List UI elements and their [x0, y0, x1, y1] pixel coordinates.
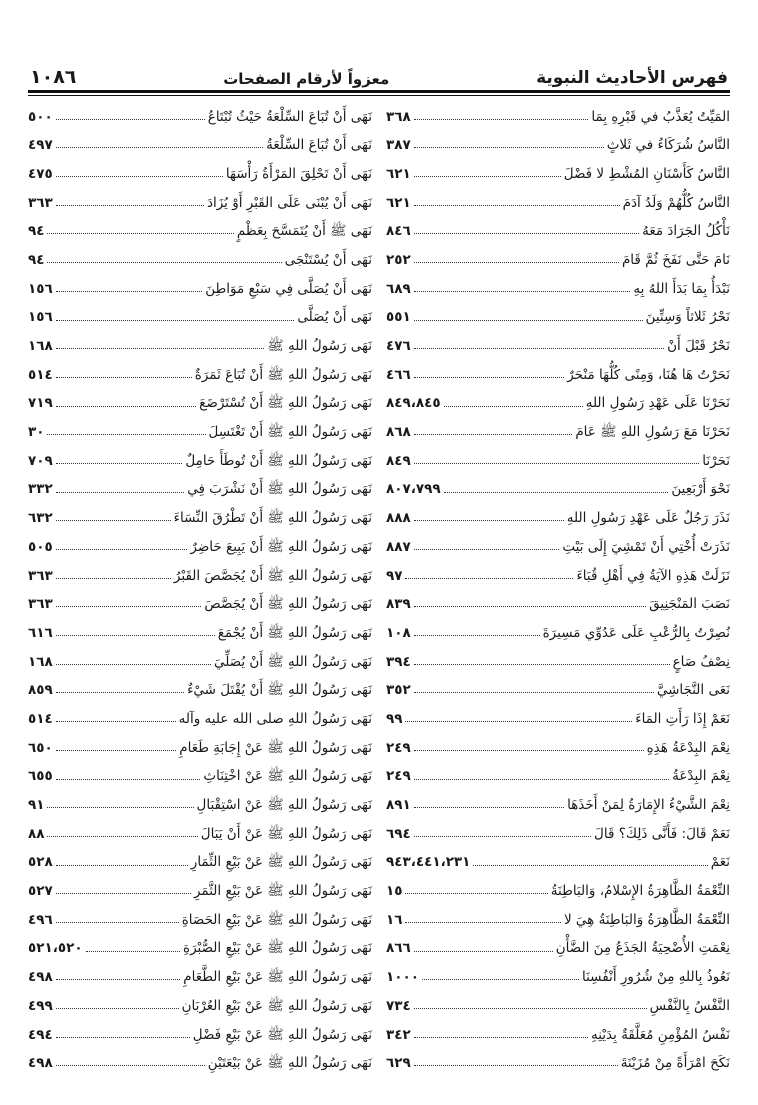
hadith-text: نَهَى رَسُولُ اللهِ ﷺ أَنْ تُبَاعَ ثَمَرَةٌ — [194, 366, 372, 383]
index-entry — [28, 326, 372, 355]
index-entry — [28, 211, 372, 240]
hadith-text: نَهَى رَسُولُ اللهِ ﷺ عَنْ بَيْعِ الطَّعَامِ — [183, 969, 372, 986]
dot-leader — [56, 1065, 205, 1066]
page-reference: ٢٤٩ — [386, 739, 411, 756]
page-reference: ٣٩٤ — [386, 653, 411, 670]
dot-leader — [414, 147, 604, 148]
dot-leader — [47, 836, 197, 837]
hadith-text: نَهَى أَنْ تُبَاعَ السِّلْعَةُ حَيْثُ تُبْتَاعُ — [207, 108, 372, 125]
page-number: ١٠٨٦ — [30, 66, 77, 88]
hadith-text: نَكَحَ امْرَأَةً مِنْ مُزَيْنَةَ — [620, 1055, 730, 1072]
dot-leader — [47, 233, 233, 234]
index-entry — [386, 727, 730, 756]
index-entry — [386, 555, 730, 584]
index-entry — [28, 641, 372, 670]
index-entry — [386, 1043, 730, 1072]
page-reference: ٤٧٦ — [386, 338, 411, 354]
dot-leader — [56, 520, 171, 521]
dot-leader — [56, 463, 183, 464]
dot-leader — [56, 205, 204, 206]
hadith-text: نَهَى رَسُولُ اللهِ ﷺ عَنْ اسْتِقْبَالِ — [196, 797, 372, 813]
page-reference: ٨٥٩ — [28, 682, 53, 699]
index-entry — [28, 612, 372, 641]
hadith-text: نَهَى رَسُولُ اللهِ ﷺ عَنْ بَيْعِ العُرْبَانِ — [181, 997, 372, 1014]
index-entry — [28, 297, 372, 326]
dot-leader — [422, 979, 579, 980]
index-entry — [386, 957, 730, 986]
page-reference: ٨٤٩ — [386, 452, 411, 469]
dot-leader — [414, 750, 644, 751]
page-reference: ١٦٨ — [28, 338, 53, 354]
page-reference: ٤٩٧ — [28, 137, 53, 154]
dot-leader — [405, 578, 573, 579]
hadith-text: المَيِّتُ يُعَذَّبُ في قَبْرِهِ بِمَا — [591, 108, 730, 125]
index-entry — [28, 153, 372, 182]
page-reference: ٧١٩ — [28, 395, 53, 412]
dot-leader — [56, 979, 181, 980]
page-reference: ٣٥٢ — [386, 682, 411, 699]
dot-leader — [56, 492, 184, 493]
dot-leader — [414, 262, 619, 263]
index-entry — [28, 125, 372, 154]
index-entry — [28, 498, 372, 527]
hadith-text: نَهَى أَنْ يُصَلَّى فِي سَبْعِ مَوَاطِنَ — [205, 280, 372, 297]
hadith-text: نِعْمَ البِدْعَةُ — [672, 768, 730, 785]
page-reference: ٩٧ — [386, 567, 403, 584]
dot-leader — [414, 463, 699, 464]
dot-leader — [414, 520, 564, 521]
hadith-text: نَعَمْ — [710, 854, 730, 871]
hadith-text: النَّاسُ شُرَكَاءُ في ثَلاثٍ — [606, 137, 730, 154]
index-entry — [28, 928, 372, 957]
dot-leader — [414, 377, 565, 378]
hadith-text: نَهَى رَسُولُ اللهِ ﷺ أَنْ تُوطَأَ حَامِلٌ — [185, 452, 372, 469]
dot-leader — [47, 807, 193, 808]
page-reference: ٩١ — [28, 797, 45, 813]
page-reference: ٥٥١ — [386, 309, 411, 326]
hadith-text: نَحَرْتُ هَا هُنَا، وَمِنًى كُلُّهَا مَنْحَرٌ — [567, 366, 730, 383]
dot-leader — [414, 549, 560, 550]
hadith-text: نَصَبَ المَنْجَنِيقَ — [649, 596, 730, 613]
page-reference: ٦٣٢ — [28, 510, 53, 527]
hadith-text: نَحَرْنَا — [702, 452, 730, 469]
hadith-text: نَهَى رَسُولُ اللهِ ﷺ أَنْ تَغْتَسِلَ — [208, 424, 372, 441]
hadith-text: نَهَى رَسُولُ اللهِ ﷺ عَنْ إِجَابَةِ طَعَامِ — [179, 739, 372, 756]
page-reference: ٥٢٧ — [28, 883, 53, 900]
hadith-text: النِّعْمَةُ الظَّاهِرَةُ وَالبَاطِنَةُ هِيَ لا — [563, 911, 730, 928]
page-reference: ١٥٦ — [28, 309, 53, 326]
header-rule-thick — [28, 90, 730, 93]
index-entry — [386, 584, 730, 613]
hadith-text: نَهَى أَنْ يُبْنَى عَلَى القَبْرِ أَوْ يُزَادَ — [206, 194, 372, 211]
page-reference: ٣٤٢ — [386, 1026, 411, 1043]
page-reference: ٤٩٨ — [28, 1055, 53, 1072]
index-entry — [386, 985, 730, 1014]
index-entry — [386, 670, 730, 699]
index-entry — [386, 96, 730, 125]
index-entry — [386, 297, 730, 326]
page-reference: ٣٦٣ — [28, 194, 53, 211]
index-entry — [386, 354, 730, 383]
hadith-text: نَعُوذُ بِاللهِ مِنْ شُرُورِ أَنْفُسِنَا — [582, 969, 730, 986]
index-entry — [28, 899, 372, 928]
index-entry — [386, 641, 730, 670]
index-entry — [386, 498, 730, 527]
dot-leader — [56, 664, 211, 665]
dot-leader — [473, 865, 707, 866]
index-entry — [386, 899, 730, 928]
index-entry — [386, 928, 730, 957]
dot-leader — [414, 779, 669, 780]
dot-leader — [405, 721, 632, 722]
index-entry — [386, 440, 730, 469]
hadith-text: نَامَ حَتَّى نَفَخَ ثُمَّ قَامَ — [621, 251, 730, 268]
hadith-text: نَهَى رَسُولُ اللهِ ﷺ أَنْ يُجْمَعَ — [217, 624, 372, 641]
dot-leader — [56, 147, 263, 148]
dot-leader — [56, 1037, 190, 1038]
dot-leader — [56, 721, 176, 722]
index-columns — [28, 96, 730, 1071]
hadith-text: نَهَى رَسُولُ اللهِ ﷺ عَنْ بَيْعِ الثِّمَارِ — [190, 854, 372, 871]
dot-leader — [414, 434, 573, 435]
page-reference: ٨٤٩،٨٤٥ — [386, 395, 441, 412]
dot-leader — [414, 233, 639, 234]
running-subtitle: معزواً لأرقام الصفحات — [223, 70, 390, 88]
page-reference: ٣٨٧ — [386, 137, 411, 154]
dot-leader — [414, 606, 646, 607]
dot-leader — [47, 262, 281, 263]
index-entry — [386, 612, 730, 641]
index-entry — [386, 698, 730, 727]
index-entry — [386, 211, 730, 240]
index-entry — [28, 584, 372, 613]
page-reference: ١٦ — [386, 911, 403, 928]
dot-leader — [414, 1037, 588, 1038]
hadith-text: نَهَى رَسُولُ اللهِ ﷺ أَنْ يُجَصَّصَ القَبْرُ — [173, 567, 372, 584]
index-entry — [28, 727, 372, 756]
page-reference: ١٠٨ — [386, 624, 411, 641]
hadith-text: نَهَى رَسُولُ اللهِ ﷺ عَنْ اخْتِنَاثِ — [203, 768, 372, 785]
dot-leader — [414, 320, 643, 321]
page-reference: ٧٣٤ — [386, 997, 411, 1014]
index-entry — [28, 871, 372, 900]
index-entry — [386, 239, 730, 268]
hadith-text: النِّعْمَةُ الظَّاهِرَةُ الإِسْلامُ، وَالبَاطِنَةُ — [550, 883, 730, 900]
hadith-text: نَهَى رَسُولُ اللهِ ﷺ أَنْ يَبِيعَ حَاضِرٌ — [190, 538, 372, 555]
hadith-text: نَهَى رَسُولُ اللهِ ﷺ أَنْ يُجَصَّصَ — [204, 596, 372, 613]
dot-leader — [56, 635, 215, 636]
page-reference: ٦٢١ — [386, 194, 411, 211]
hadith-text: نَذَرَ رَجُلٌ عَلَى عَهْدِ رَسُولِ اللهِ — [566, 510, 730, 527]
page-reference: ١٥٦ — [28, 280, 53, 297]
hadith-text: نَبْدَأُ بِمَا بَدَأَ اللهُ بِهِ — [633, 280, 730, 297]
hadith-text: نَعَمْ إِذَا رَأَتِ المَاءَ — [635, 710, 730, 727]
page-reference: ١٥ — [386, 883, 403, 900]
page-reference: ٣٦٨ — [386, 108, 411, 125]
page-reference: ٨٦٨ — [386, 424, 411, 441]
hadith-text: نِعْمَ البِدْعَةُ هَذِهِ — [646, 739, 730, 756]
page-reference: ٨٨ — [28, 825, 45, 842]
page-reference: ٨٤٦ — [386, 223, 411, 240]
dot-leader — [414, 807, 564, 808]
dot-leader — [56, 176, 223, 177]
hadith-text: نَذَرَتْ أُخْتِي أَنْ تَمْشِيَ إِلَى بَيْتِ — [562, 538, 730, 555]
index-entry — [28, 469, 372, 498]
index-entry — [386, 813, 730, 842]
hadith-text: النَّاسُ كَأَسْنَانِ المُشْطِ لا فَضْلَ — [563, 165, 730, 182]
hadith-text: نَحَرْنَا عَلَى عَهْدِ رَسُولِ اللهِ — [585, 395, 730, 412]
hadith-text: نَهَى رَسُولُ اللهِ ﷺ أَنْ تُسْتَرْضَعَ — [199, 395, 372, 412]
dot-leader — [86, 951, 180, 952]
page-reference: ٢٤٩ — [386, 768, 411, 785]
index-entry — [386, 326, 730, 355]
page-reference: ٥١٤ — [28, 710, 53, 727]
page-reference: ٩٤٣،٤٤١،٢٣١ — [386, 854, 471, 871]
page-reference: ٣٣٢ — [28, 481, 53, 498]
dot-leader — [405, 893, 547, 894]
page-reference: ٤٩٩ — [28, 997, 53, 1014]
hadith-text: نَهَى أَنْ يُسْتَنْجَى — [284, 251, 372, 268]
page-reference: ٥٢١،٥٢٠ — [28, 940, 83, 957]
hadith-text: نَهَى أَنْ يُصَلَّى — [297, 309, 372, 326]
right-column — [386, 96, 730, 1071]
hadith-text: نَهَى رَسُولُ اللهِ صلى الله عليه وآله — [178, 710, 372, 727]
hadith-text: نَهَى رَسُولُ اللهِ ﷺ أَنْ تَطْرُقَ النِّسَاءَ — [173, 510, 372, 527]
dot-leader — [56, 692, 184, 693]
page-reference: ٣٠ — [28, 424, 45, 441]
page-reference: ٩٤ — [28, 223, 45, 240]
page-reference: ٨٣٩ — [386, 596, 411, 613]
index-entry — [386, 383, 730, 412]
dot-leader — [56, 606, 202, 607]
hadith-text: نَزَلَتْ هَذِهِ الآيَةُ فِي أَهْلِ قُبَاءَ — [576, 567, 730, 584]
left-column — [28, 96, 372, 1071]
page-reference: ٨٨٧ — [386, 538, 411, 555]
dot-leader — [47, 434, 205, 435]
page-reference: ٣٦٣ — [28, 567, 53, 584]
dot-leader — [414, 205, 620, 206]
index-entry — [28, 268, 372, 297]
index-entry — [28, 670, 372, 699]
page-reference: ٩٤ — [28, 251, 45, 268]
hadith-text: نَأْكُلُ الجَرَادَ مَعَهُ — [642, 223, 730, 240]
book-title: فهرس الأحاديث النبوية — [536, 68, 728, 88]
index-entry — [386, 412, 730, 441]
index-entry — [28, 412, 372, 441]
page-reference: ٦٢١ — [386, 165, 411, 182]
hadith-text: نَهَى رَسُولُ اللهِ ﷺ عَنْ أَنْ يَبَالَ — [200, 825, 372, 842]
index-entry — [386, 871, 730, 900]
hadith-text: نَهَى رَسُولُ اللهِ ﷺ أَنْ يُصَلِّيَ — [213, 653, 372, 670]
page-reference: ٤٩٨ — [28, 969, 53, 986]
hadith-text: نُصِرْتُ بِالرُّعْبِ عَلَى عَدُوِّي مَسِيرَةَ — [542, 624, 730, 641]
index-entry — [28, 555, 372, 584]
dot-leader — [444, 406, 583, 407]
hadith-text: نَهَى رَسُولُ اللهِ ﷺ أَنْ نَشْرَبَ فِي — [187, 481, 372, 498]
dot-leader — [414, 1065, 618, 1066]
dot-leader — [414, 1008, 647, 1009]
index-entry — [28, 1014, 372, 1043]
dot-leader — [56, 406, 196, 407]
page-reference: ٥١٤ — [28, 366, 53, 383]
index-entry — [386, 182, 730, 211]
hadith-text: نَهَى رَسُولُ اللهِ ﷺ عَنْ بَيْعِ الثَّمَرِ — [193, 883, 372, 900]
hadith-text: نَهَى أَنْ تَحْلِقَ المَرْأَةُ رَأْسَهَا — [225, 165, 372, 182]
hadith-text: نَهَى رَسُولُ اللهِ ﷺ عَنْ بَيْعِ الحَصَاةِ — [181, 911, 372, 928]
hadith-text: نَعَمْ قَالَ: فَأَنَّى ذَلِكَ؟ قَالَ — [594, 825, 730, 842]
dot-leader — [414, 951, 553, 952]
hadith-text: نِعْمَ الشَّيْءُ الإِمَارَةُ لِمَنْ أَخَذَهَا — [567, 797, 730, 813]
page-reference: ٩٩ — [386, 710, 403, 727]
index-entry — [386, 469, 730, 498]
index-entry — [386, 125, 730, 154]
page-reference: ٤٧٥ — [28, 165, 53, 182]
index-entry — [386, 153, 730, 182]
dot-leader — [414, 291, 631, 292]
index-entry — [28, 383, 372, 412]
hadith-text: نَعَى النَّجَاشِيَّ — [656, 682, 730, 699]
page-reference: ٥٢٨ — [28, 854, 53, 871]
index-entry — [28, 813, 372, 842]
dot-leader — [56, 377, 192, 378]
hadith-text: نَهَى رَسُولُ اللهِ ﷺ — [267, 338, 372, 354]
dot-leader — [444, 492, 669, 493]
hadith-text: النَّاسُ كُلُّهُمْ وَلَدُ آدَمَ — [622, 194, 730, 211]
page-reference: ٦٢٩ — [386, 1055, 411, 1072]
dot-leader — [414, 836, 591, 837]
index-entry — [386, 756, 730, 785]
index-entry — [386, 268, 730, 297]
hadith-text: نِعْمَتِ الأُضْحِيَةُ الجَذَعُ مِنَ الضَّأْنِ — [555, 940, 730, 957]
index-entry — [28, 1043, 372, 1072]
page-reference: ٣٦٣ — [28, 596, 53, 613]
index-entry — [386, 842, 730, 871]
index-entry — [28, 96, 372, 125]
page-reference: ٨٠٧،٧٩٩ — [386, 481, 441, 498]
page-reference: ١٦٨ — [28, 653, 53, 670]
dot-leader — [56, 750, 177, 751]
page-reference: ٤٦٦ — [386, 366, 411, 383]
index-entry — [28, 785, 372, 814]
page-header — [30, 58, 728, 88]
index-entry — [28, 842, 372, 871]
index-entry — [28, 957, 372, 986]
dot-leader — [414, 692, 654, 693]
page-reference: ٦١٦ — [28, 624, 53, 641]
page-reference: ٦٥٠ — [28, 739, 53, 756]
dot-leader — [414, 635, 540, 636]
hadith-text: نَهَى رَسُولُ اللهِ ﷺ عَنْ بَيْعِ الصُّبْرَةِ — [183, 940, 372, 957]
dot-leader — [56, 893, 191, 894]
page-reference: ١٠٠٠ — [386, 969, 419, 986]
page-reference: ٥٠٥ — [28, 538, 53, 555]
hadith-text: نِصْفُ صَاعٍ — [672, 653, 730, 670]
page-reference: ٨٦٦ — [386, 940, 411, 957]
index-entry — [28, 756, 372, 785]
dot-leader — [405, 922, 560, 923]
hadith-text: نَهَى أَنْ تُبَاعَ السِّلْعَةُ — [266, 137, 372, 154]
dot-leader — [414, 348, 664, 349]
hadith-text: نَفْسُ المُؤْمِنِ مُعَلَّقَةٌ بِدَيْنِهِ — [590, 1026, 730, 1043]
index-entry — [28, 698, 372, 727]
index-entry — [28, 985, 372, 1014]
page-reference: ٢٥٢ — [386, 251, 411, 268]
dot-leader — [414, 119, 589, 120]
hadith-text: نَهَى رَسُولُ اللهِ ﷺ أَنْ يُقْتَلَ شَيْءٌ — [187, 682, 372, 699]
index-entry — [28, 239, 372, 268]
page-reference: ٤٩٦ — [28, 911, 53, 928]
dot-leader — [56, 1008, 179, 1009]
dot-leader — [56, 865, 188, 866]
index-entry — [28, 440, 372, 469]
index-entry — [386, 526, 730, 555]
page-reference: ٥٠٠ — [28, 108, 53, 125]
page-reference: ٦٩٤ — [386, 825, 411, 842]
page-reference: ٨٨٨ — [386, 510, 411, 527]
index-entry — [386, 785, 730, 814]
dot-leader — [56, 549, 188, 550]
hadith-text: نَحْرُ ثَلاثاً وَسِتِّينَ — [645, 309, 730, 326]
index-entry — [28, 182, 372, 211]
hadith-text: نَهَى رَسُولُ اللهِ ﷺ عَنْ بَيْعَتَيْنِ — [207, 1055, 372, 1072]
dot-leader — [56, 779, 201, 780]
hadith-text: نَحْرُ قَبْلَ أَنْ — [667, 338, 730, 354]
index-entry — [28, 354, 372, 383]
index-entry — [386, 1014, 730, 1043]
hadith-text: النَّفْسُ بِالنَّفْسِ — [649, 997, 730, 1014]
dot-leader — [56, 922, 179, 923]
dot-leader — [56, 320, 295, 321]
dot-leader — [56, 348, 265, 349]
hadith-text: نَحْوَ أَرْبَعِينَ — [671, 481, 730, 498]
page-reference: ٦٨٩ — [386, 280, 411, 297]
dot-leader — [56, 578, 171, 579]
index-entry — [28, 526, 372, 555]
hadith-text: نَهَى ﷺ أَنْ يُتَمَسَّحَ بِعَظْمٍ — [236, 223, 372, 240]
page-reference: ٧٠٩ — [28, 452, 53, 469]
page-reference: ٤٩٤ — [28, 1026, 53, 1043]
hadith-text: نَهَى رَسُولُ اللهِ ﷺ عَنْ بَيْعِ فَضْلِ — [192, 1026, 372, 1043]
page-reference: ٨٩١ — [386, 797, 411, 813]
dot-leader — [56, 291, 202, 292]
hadith-text: نَحَرْنَا مَعَ رَسُولِ اللهِ ﷺ عَامَ — [575, 424, 730, 441]
dot-leader — [414, 176, 561, 177]
page-reference: ٦٥٥ — [28, 768, 53, 785]
dot-leader — [414, 664, 670, 665]
dot-leader — [56, 119, 205, 120]
